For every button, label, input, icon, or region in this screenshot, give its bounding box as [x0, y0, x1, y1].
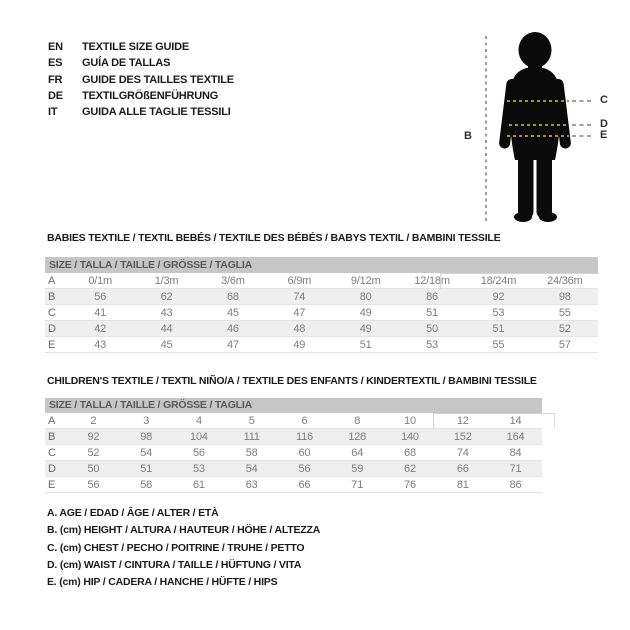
table-cell: 43: [133, 305, 199, 321]
legend-line: A. AGE / EDAD / ÂGE / ALTER / ETÀ: [47, 507, 219, 519]
table-cell: 43: [67, 337, 133, 353]
table-cell: 80: [333, 289, 399, 305]
language-row: [48, 39, 234, 55]
table-cell: 51: [399, 305, 465, 321]
table-cell: 46: [200, 321, 266, 337]
hip-measure-label: E: [600, 129, 608, 141]
chest-measure-line: [507, 100, 569, 102]
table-cell: 55: [532, 305, 598, 321]
table-cell: 57: [532, 337, 598, 353]
language-label: GUIDA ALLE TAGLIE TESSILI: [82, 106, 231, 119]
table-cell: 18/24m: [465, 273, 531, 289]
table-cell: 50: [67, 461, 120, 477]
table-cell: 56: [173, 445, 226, 461]
table-cell: 12/18m: [399, 273, 465, 289]
table-cell: 8: [331, 413, 384, 429]
height-measure-label: B: [464, 130, 472, 142]
table-row: [45, 337, 598, 353]
table-cell: 4: [173, 413, 226, 429]
table-cell: 6/9m: [266, 273, 332, 289]
table-row: [45, 429, 542, 445]
table-cell: 68: [384, 445, 437, 461]
table-cell: 0/1m: [67, 273, 133, 289]
table-row: [45, 321, 598, 337]
table-cell: 52: [67, 445, 120, 461]
table-cell: 140: [384, 429, 437, 445]
table-cell: 44: [133, 321, 199, 337]
table-cell: 51: [120, 461, 173, 477]
table-cell: 62: [133, 289, 199, 305]
language-label: GUÍA DE TALLAS: [82, 57, 171, 70]
table-cell: 51: [465, 321, 531, 337]
table-cell: 74: [436, 445, 489, 461]
table-cell: 45: [133, 337, 199, 353]
table-cell: 3: [120, 413, 173, 429]
row-label: D: [45, 321, 67, 337]
table-cell: 116: [278, 429, 331, 445]
language-row: [48, 72, 234, 88]
table-cell: 47: [200, 337, 266, 353]
table-cell: 56: [67, 477, 120, 493]
row-label: B: [45, 289, 67, 305]
language-label: GUIDE DES TAILLES TEXTILE: [82, 73, 234, 86]
babies-size-header: SIZE / TALLA / TAILLE / GRÖSSE / TAGLIA: [45, 257, 598, 273]
table-cell: 5: [225, 413, 278, 429]
children-section-title: CHILDREN'S TEXTILE / TEXTIL NIÑO/A / TEXTILE DES ENFANTS / KINDERTEXTIL / BAMBINI TESSILE: [47, 375, 537, 387]
table-cell: 9/12m: [333, 273, 399, 289]
table-cell: 98: [120, 429, 173, 445]
table-cell: 3/6m: [200, 273, 266, 289]
table-cell: 10: [384, 413, 437, 429]
table-cell: 84: [489, 445, 542, 461]
table-row: [45, 461, 542, 477]
table-cell: 76: [384, 477, 437, 493]
table-cell: 41: [67, 305, 133, 321]
table-cell: 66: [436, 461, 489, 477]
table-cell: 49: [266, 337, 332, 353]
table-cell: 45: [200, 305, 266, 321]
waist-measure-label: D: [600, 118, 608, 130]
table-cell: 86: [399, 289, 465, 305]
language-row: [48, 55, 234, 71]
table-cell: 1/3m: [133, 273, 199, 289]
table-cell: 49: [333, 321, 399, 337]
table-cell: 66: [278, 477, 331, 493]
table-row: [45, 289, 598, 305]
table-cell: 63: [225, 477, 278, 493]
table-cell: 50: [399, 321, 465, 337]
table-cell: 42: [67, 321, 133, 337]
table-row: [45, 445, 542, 461]
language-row: [48, 88, 234, 104]
language-row: [48, 104, 234, 120]
height-measure-line: [485, 36, 487, 223]
chest-measure-label: C: [600, 94, 608, 106]
child-silhouette: [477, 27, 597, 227]
table-cell: 104: [173, 429, 226, 445]
table-cell: 111: [225, 429, 278, 445]
table-cell: 52: [532, 321, 598, 337]
language-label: TEXTILGRÖßENFÜHRUNG: [82, 89, 219, 102]
table-row: [45, 413, 542, 429]
table-cell: 60: [278, 445, 331, 461]
table-cell: 24/36m: [532, 273, 598, 289]
table-cell: 61: [173, 477, 226, 493]
hip-guide-line: [572, 135, 594, 137]
table-row: [45, 273, 598, 289]
table-cell: 49: [333, 305, 399, 321]
table-cell: 62: [384, 461, 437, 477]
language-code: IT: [48, 106, 58, 119]
table-cell: 152: [436, 429, 489, 445]
measurement-legend: [47, 505, 320, 591]
language-label: TEXTILE SIZE GUIDE: [82, 41, 190, 53]
language-list: [48, 39, 234, 120]
table-cell: 59: [331, 461, 384, 477]
table-row: [45, 477, 542, 493]
children-size-header: SIZE / TALLA / TAILLE / GRÖSSE / TAGLIA: [45, 398, 542, 413]
row-label: E: [45, 477, 67, 493]
language-code: DE: [48, 89, 63, 102]
babies-section-title: BABIES TEXTILE / TEXTIL BEBÉS / TEXTILE DES BÉBÉS / BABYS TEXTIL / BAMBINI TESSILE: [47, 232, 501, 244]
table-cell: 164: [489, 429, 542, 445]
table-cell: 53: [465, 305, 531, 321]
table-cell: 74: [266, 289, 332, 305]
table-cell: 92: [67, 429, 120, 445]
table-cell: 6: [278, 413, 331, 429]
waist-measure-line: [509, 124, 569, 126]
table-cell: 71: [331, 477, 384, 493]
table-cell: 55: [465, 337, 531, 353]
row-label: C: [45, 445, 67, 461]
row-label: C: [45, 305, 67, 321]
table-cell: 86: [489, 477, 542, 493]
children-size-table: [45, 413, 542, 493]
table-cell: 56: [67, 289, 133, 305]
table-cell: 53: [399, 337, 465, 353]
language-code: FR: [48, 73, 63, 86]
table-cell: 56: [278, 461, 331, 477]
table-cell: 92: [465, 289, 531, 305]
hip-measure-line: [507, 135, 569, 137]
table-row: [45, 305, 598, 321]
table-cell: 58: [225, 445, 278, 461]
table-cell: 54: [225, 461, 278, 477]
legend-line: B. (cm) HEIGHT / ALTURA / HAUTEUR / HÖHE / ALTEZZA: [47, 524, 321, 537]
table-cell: 47: [266, 305, 332, 321]
row-label: A: [45, 273, 67, 289]
chest-guide-line: [572, 100, 594, 102]
legend-line: D. (cm) WAIST / CINTURA / TAILLE / HÜFTUNG / VITA: [47, 558, 302, 571]
table-cell: 48: [266, 321, 332, 337]
table-cell: 2: [67, 413, 120, 429]
row-label: D: [45, 461, 67, 477]
row-label: B: [45, 429, 67, 445]
table-cell: 128: [331, 429, 384, 445]
table-cell: 68: [200, 289, 266, 305]
language-code: ES: [48, 57, 63, 70]
babies-size-table: [45, 273, 598, 353]
legend-line: E. (cm) HIP / CADERA / HANCHE / HÜFTE / HIPS: [47, 576, 278, 589]
legend-line: C. (cm) CHEST / PECHO / POITRINE / TRUHE / PETTO: [47, 541, 305, 554]
table-cell: 64: [331, 445, 384, 461]
table-cell: 58: [120, 477, 173, 493]
waist-guide-line: [572, 124, 594, 126]
table-cell: 54: [120, 445, 173, 461]
language-code: EN: [48, 41, 63, 53]
table-cell: 51: [333, 337, 399, 353]
row-label: A: [45, 413, 67, 429]
table-cell: 98: [532, 289, 598, 305]
table-cell: 12: [436, 413, 489, 429]
row-label: E: [45, 337, 67, 353]
table-cell: 14: [489, 413, 542, 429]
table-cell: 71: [489, 461, 542, 477]
table-cell: 81: [436, 477, 489, 493]
table-cell: 53: [173, 461, 226, 477]
